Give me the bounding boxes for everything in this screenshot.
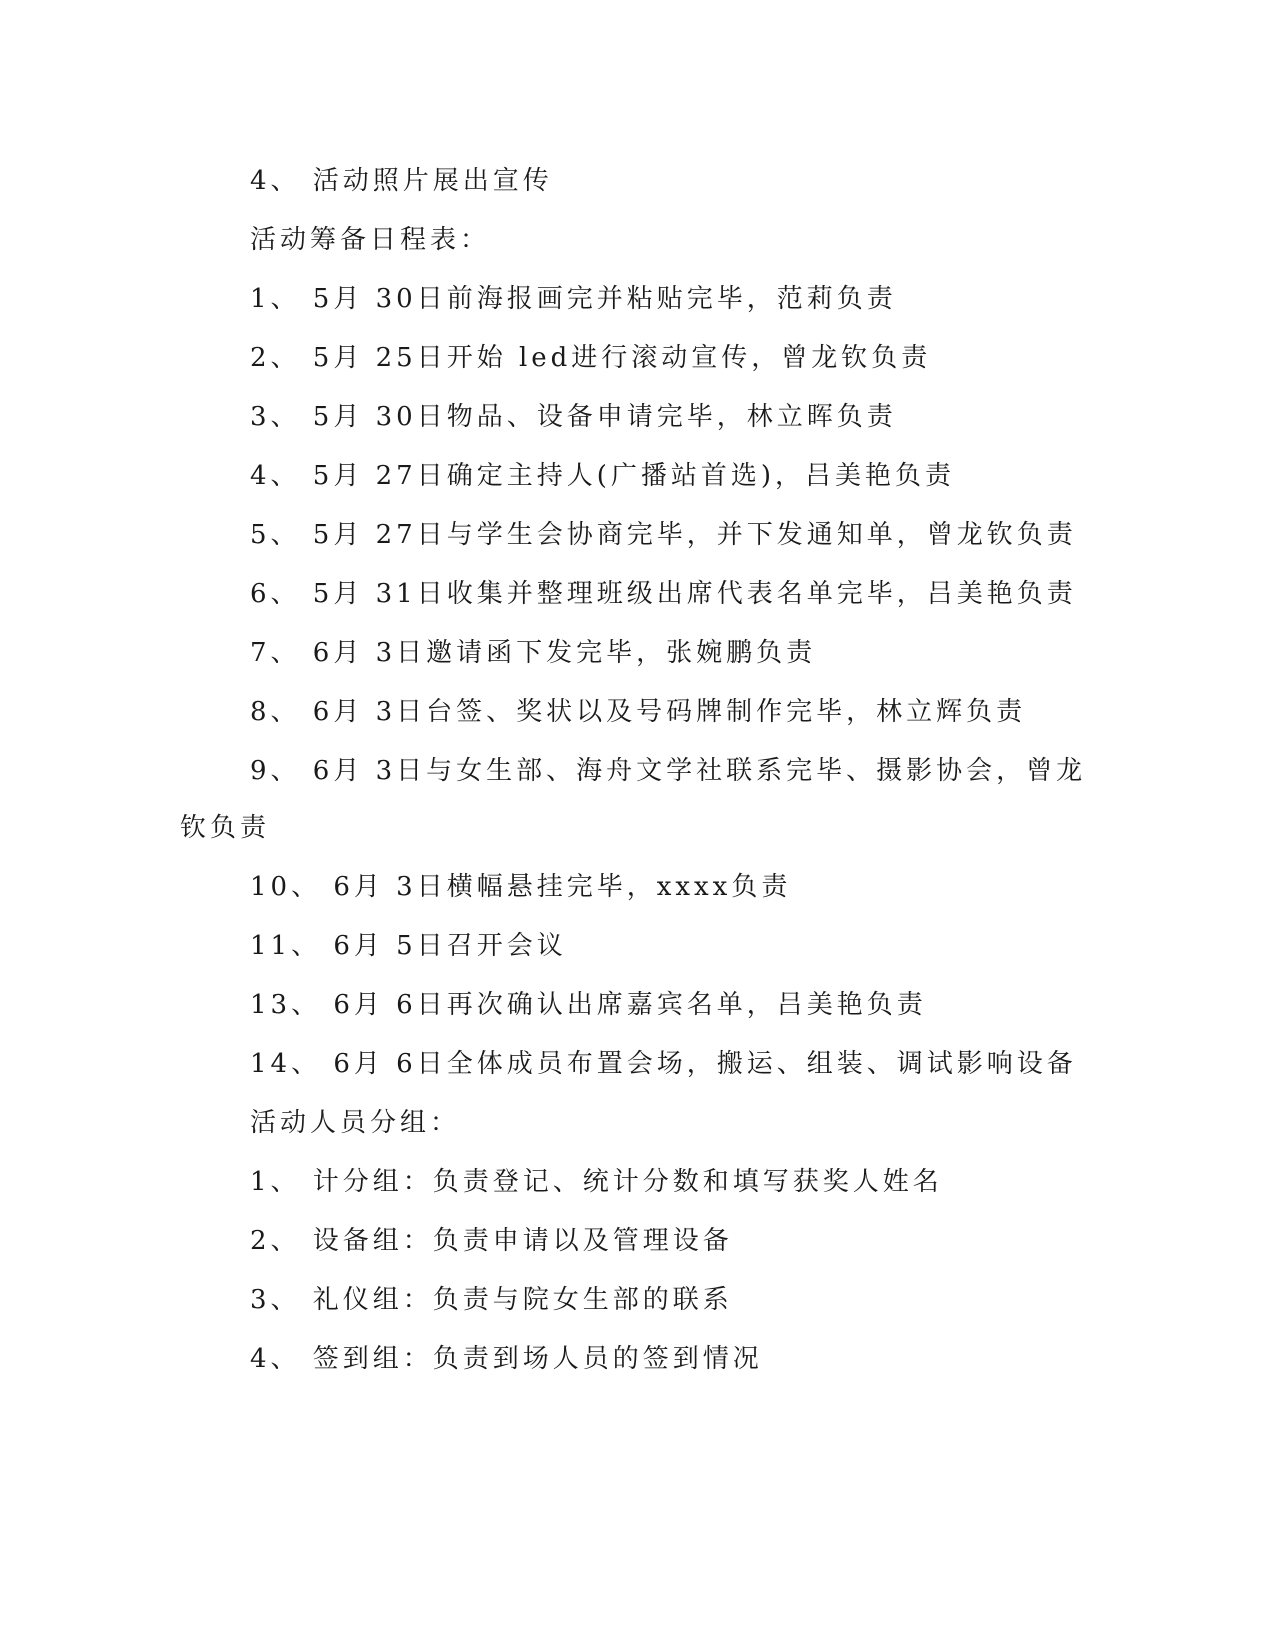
- list-item: 14、 6月 6日全体成员布置会场，搬运、组装、调试影响设备: [250, 1049, 1077, 1079]
- list-item: 2、 设备组：负责申请以及管理设备: [250, 1226, 733, 1256]
- list-item: 2、 5月 25日开始 led进行滚动宣传，曾龙钦负责: [250, 343, 932, 373]
- list-item: 7、 6月 3日邀请函下发完毕，张婉鹏负责: [250, 638, 817, 668]
- list-item: 9、 6月 3日与女生部、海舟文学社联系完毕、摄影协会，曾龙: [250, 756, 1087, 786]
- list-item: 1、 计分组：负责登记、统计分数和填写获奖人姓名: [250, 1167, 943, 1197]
- list-item: 3、 5月 30日物品、设备申请完毕，林立晖负责: [250, 402, 897, 432]
- list-item: 4、 签到组：负责到场人员的签到情况: [250, 1344, 763, 1374]
- list-item: 6、 5月 31日收集并整理班级出席代表名单完毕，吕美艳负责: [250, 579, 1077, 609]
- section-heading: 活动筹备日程表：: [250, 225, 491, 255]
- list-item: 13、 6月 6日再次确认出席嘉宾名单，吕美艳负责: [250, 990, 927, 1020]
- list-item: 8、 6月 3日台签、奖状以及号码牌制作完毕，林立辉负责: [250, 697, 1027, 727]
- list-item: 3、 礼仪组：负责与院女生部的联系: [250, 1285, 733, 1315]
- list-item-continuation: 钦负责: [180, 813, 271, 843]
- list-item: 1、 5月 30日前海报画完并粘贴完毕，范莉负责: [250, 284, 897, 314]
- list-item: 4、 5月 27日确定主持人(广播站首选)，吕美艳负责: [250, 461, 955, 491]
- list-item: 4、 活动照片展出宣传: [250, 166, 553, 196]
- section-heading: 活动人员分组：: [250, 1108, 461, 1138]
- list-item: 11、 6月 5日召开会议: [250, 931, 567, 961]
- list-item: 5、 5月 27日与学生会协商完毕，并下发通知单，曾龙钦负责: [250, 520, 1077, 550]
- list-item: 10、 6月 3日横幅悬挂完毕，xxxx负责: [250, 872, 792, 902]
